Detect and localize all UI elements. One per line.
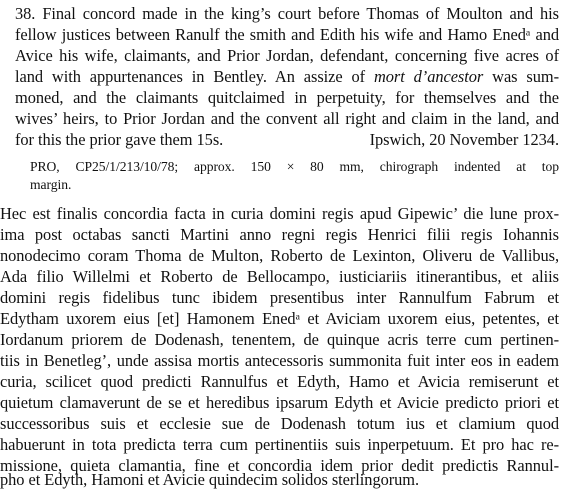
latin-line-3: nonodecimo coram Thoma de Multon, Roberto de Lexinton, Oliveru de Vallibus, xyxy=(0,246,559,265)
latin-line-8: tiis in Benetleg’, unde assisa mortis antecessoris summonita fuit inter eos in eadem xyxy=(0,351,559,370)
english-line-4: land with appurtenances in Bentley. An assize of mort d’ancestor was sum- xyxy=(15,67,559,86)
english-line-7: for this the prior gave them 15s. xyxy=(15,130,224,149)
source-note-line-1: PRO, CP25/1/213/10/78; approx. 150 × 80 mm, chirograph indented at top xyxy=(30,159,559,174)
latin-line-6: Edytham uxorem eius [et] Hamonem Enedᵃ et Aviciam uxorem eius, petentes, et xyxy=(0,309,559,328)
english-line-6: wives’ heirs, to Prior Jordan and the convent all right and claim in the land, and xyxy=(15,109,559,128)
latin-line-14: pho et Edyth, Hamoni et Avicie quindecim solidos sterlingorum. xyxy=(0,470,420,489)
source-note-line-2: margin. xyxy=(30,177,72,192)
english-line-2: fellow justices between Ranulf the smith and Edith his wife and Hamo Enedᵃ and xyxy=(15,25,559,44)
english-line-4-part-a xyxy=(15,67,559,87)
latin-line-1: Hec est finalis concordia facta in curia domini regis apud Gipewic’ die lune prox- xyxy=(0,204,559,223)
latin-line-4: Ada filio Willelmi et Roberto de Bellocampo, iusticiariis itinerantibus, et aliis xyxy=(0,267,559,286)
english-line-5: moned, and the claimants quitclaimed in perpetuity, for themselves and the xyxy=(15,88,559,107)
latin-line-11: successoribus suis et ecclesie sue de Dodenash totum ius et clamium quod xyxy=(0,414,559,433)
latin-line-5: domini regis fidelibus tunc ibidem presentibus inter Rannulfum Fabrum et xyxy=(0,288,559,307)
latin-line-2: ima post octabas sancti Martini anno regni regis Henrici filii regis Iohannis xyxy=(0,225,559,244)
english-line-3: Avice his wife, claimants, and Prior Jordan, defendant, concerning five acres of xyxy=(15,46,559,65)
latin-line-12: habuerunt in tota predicta terra cum pertinentiis suis inperpetuum. Et pro hac re- xyxy=(0,435,559,454)
place-date: Ipswich, 20 November 1234. xyxy=(369,130,559,149)
italic-phrase: mort d’ancestor xyxy=(373,67,484,86)
latin-line-10: quietum clamaverunt de se et heredibus ipsarum Edyth et Avicie predicto priori et xyxy=(0,393,559,412)
latin-line-13: missione, quieta clamantia, fine et concordia idem prior dedit predictis Rannul- xyxy=(0,456,559,475)
latin-line-9: curia, scilicet quod predicti Rannulfus et Edyth, Hamo et Avicia remiserunt et xyxy=(0,372,559,391)
latin-line-7: Iordanum priorem de Dodenash, tenentem, de quinque acris terre cum pertinen- xyxy=(0,330,559,349)
entry-number-and-first-line xyxy=(15,4,559,24)
english-line-1: Final concord made in the king’s court before Thomas of Moulton and his xyxy=(42,4,559,23)
entry-number: 38. xyxy=(15,4,36,23)
